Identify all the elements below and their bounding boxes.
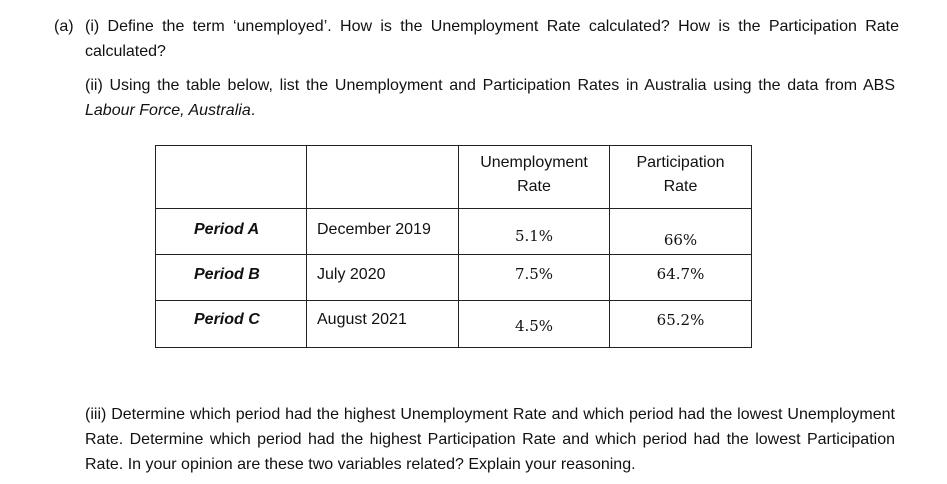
period-date: July 2020 bbox=[307, 255, 459, 301]
header-participation-line1: Participation bbox=[636, 154, 725, 171]
question-a-ii bbox=[85, 73, 895, 123]
table-row bbox=[156, 255, 752, 301]
participation-rate-value: 65.2% bbox=[610, 301, 752, 348]
rates-table bbox=[155, 145, 752, 348]
header-unemployment-line1: Unemployment bbox=[480, 154, 588, 171]
period-label: Period C bbox=[156, 301, 307, 348]
period-label: Period B bbox=[156, 255, 307, 301]
question-a-iii: (iii) Determine which period had the highest Unemployment Rate and which period had the lowest Unemployment Rate. Determine which period had the highest Participation Rate and which period had the lowest Participation Rate. In your opinion are these two variables related? Explain your reasoning. bbox=[85, 406, 895, 473]
table-row bbox=[156, 209, 752, 255]
unemployment-rate-value: 7.5% bbox=[459, 255, 610, 301]
participation-rate-value: 66% bbox=[610, 209, 752, 255]
question-a-label: (a) bbox=[54, 18, 74, 35]
header-cell-empty-1 bbox=[156, 146, 307, 209]
source-title: Labour Force, Australia bbox=[85, 102, 251, 119]
unemployment-rate-value: 5.1% bbox=[459, 209, 610, 255]
question-a-i bbox=[54, 14, 899, 64]
question-a-ii-text: (ii) Using the table below, list the Unemployment and Participation Rates in Australia using the data from ABS bbox=[85, 77, 895, 94]
period-date: December 2019 bbox=[307, 209, 459, 255]
table-header-row bbox=[156, 146, 752, 209]
question-a-ii-end: . bbox=[250, 102, 256, 119]
header-participation-rate bbox=[610, 146, 752, 209]
header-unemployment-rate bbox=[459, 146, 610, 209]
header-unemployment-line2: Rate bbox=[517, 178, 551, 195]
period-label: Period A bbox=[156, 209, 307, 255]
unemployment-rate-value: 4.5% bbox=[459, 301, 610, 348]
table-row bbox=[156, 301, 752, 348]
period-date: August 2021 bbox=[307, 301, 459, 348]
question-a-i-text: (i) Define the term ‘unemployed’. How is the Unemployment Rate calculated? How is the Participation Rate calculated? bbox=[85, 18, 899, 60]
header-cell-empty-2 bbox=[307, 146, 459, 209]
header-participation-line2: Rate bbox=[663, 178, 698, 195]
participation-rate-value: 64.7% bbox=[610, 255, 752, 301]
